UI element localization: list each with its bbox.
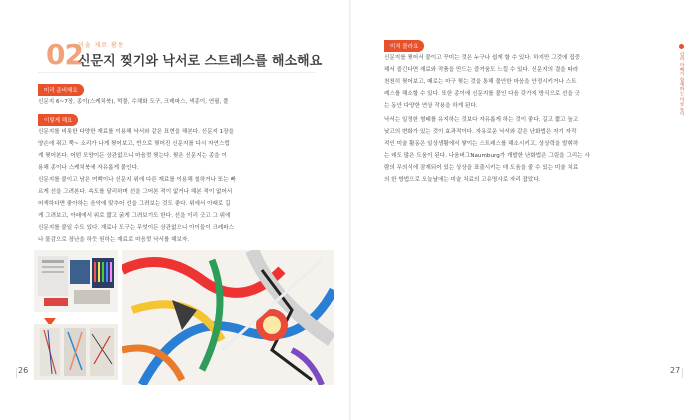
howto-line: 르게 선을 그려본다. 속도를 달리하며 선을 그어본 적이 없거나 해본 적이 없어서: [38, 189, 233, 195]
prep-tag: 미리 준비해요: [38, 84, 84, 96]
howto-line: 게 그려보고, 아래에서 위로 짧고 굵게 그려보기도 한다. 선을 이리 긋고 그 위에: [38, 213, 231, 219]
howto-line: 게 찢어본다. 어떤 모양이든 상관없으니 마음껏 찢는다. 찢은 신문지는 종을 이: [38, 153, 227, 159]
howto-line: 나 물감으로 장난을 하듯 원하는 재료로 마음껏 낙서를 해보자.: [38, 237, 190, 243]
howto-body: [38, 126, 333, 246]
howto-line: 신문지를 붙이고 남은 여백이나 신문지 위에 다른 재료를 이용해 칠하거나 또는 빠: [38, 177, 236, 183]
prep-text: 신문지 6~7장, 종이(스케치북), 먹물, 수채화 도구, 크레파스, 색종이, 연필, 풀: [38, 99, 229, 105]
tips-line: 는 동안 다양한 연상 작용을 하게 된다.: [384, 103, 478, 109]
tips-line: 는 데도 많은 도움이 된다. 나움버그Naumburg가 개발한 난화법은 그림을 그리는 사: [384, 153, 590, 159]
artwork-photo: [122, 250, 334, 385]
down-arrow-icon: [40, 312, 60, 324]
howto-line: 신문지를 붙일 수도 있다. 재료나 도구는 무엇이든 상관없으니 아이들이 크레파스: [38, 225, 235, 231]
section-side-tab: [674, 44, 688, 129]
howto-tag: 이렇게 해요: [38, 114, 78, 126]
tips-line: 낙서는 일정한 형태를 유지하는 것보다 자유롭게 하는 것이 좋다. 길고 짧고 높고: [384, 117, 579, 123]
tips-line: 람의 무의식에 잠재되어 있는 상상을 표출시키는 데 도움을 줄 수 있는 미술 치료: [384, 165, 579, 171]
tips-tag: 미처 몰라요: [384, 40, 424, 52]
side-tab-label: 엄마 아빠가 함께하는 미술 놀이: [679, 52, 684, 117]
page-title: 신문지 찢기와 낙서로 스트레스를 해소해요: [78, 54, 323, 69]
side-tab-dot-icon: [679, 44, 684, 49]
page-number-left: 26: [18, 366, 29, 375]
tips-line: 낮고의 변화가 있는 것이 효과적이다. 자유로운 낙서와 같은 난화법은 자기 자작: [384, 129, 577, 135]
tips-line: 천천히 찢어보고, 때로는 마구 찢는 것을 통해 불안한 마음을 안정시키거나 스트: [384, 79, 577, 85]
chapter-number: 02: [46, 38, 83, 71]
howto-line: 양손에 쥐고 쭉~ 소리가 나게 찢어보고, 반으로 찢어진 신문지를 다시 자연스럽: [38, 141, 230, 147]
header-divider: [38, 72, 316, 73]
chapter-kicker: 미술 재료 활동: [78, 42, 125, 49]
tips-paragraph-1: [384, 52, 664, 112]
howto-line: 어색하다면 좋아하는 음악에 맞추어 선을 그려보는 것도 좋다. 위에서 아래로 길: [38, 201, 231, 207]
tearing-photo: [34, 324, 118, 380]
tips-line: 해서 즐긴다면 재료와 작품을 만드는 즐거움도 느낄 수 있다. 신문지의 결을 따라: [384, 67, 579, 73]
tips-line: 적인 미술 활동은 일상생활에서 쌓이는 스트레스를 해소시키고, 상상력을 발휘하: [384, 141, 579, 147]
folio-mark: [682, 368, 683, 378]
materials-photo: [34, 250, 118, 312]
folio-mark: [16, 368, 17, 378]
howto-line: 용해 종이나 스케치북에 자유롭게 붙인다.: [38, 165, 139, 171]
tips-line: 의 한 방법으로 오늘날에는 미술 치료의 고유명사로 자리 잡았다.: [384, 177, 541, 183]
tips-line: 신문지를 찢어서 붙이고 꾸미는 것은 누구나 쉽게 할 수 있다. 하지만 그것에 집중: [384, 55, 581, 61]
page-number-right: 27: [670, 366, 681, 375]
howto-line: 신문지를 비롯한 다양한 재료를 이용해 낙서와 같은 표현을 해본다. 신문지 1장을: [38, 129, 235, 135]
tips-line: 레스를 해소할 수 있다. 또한 종이에 신문지를 붙인 다음 갖가지 방식으로 선을 긋: [384, 91, 581, 97]
book-gutter: [349, 0, 351, 420]
tips-paragraph-2: [384, 114, 664, 186]
